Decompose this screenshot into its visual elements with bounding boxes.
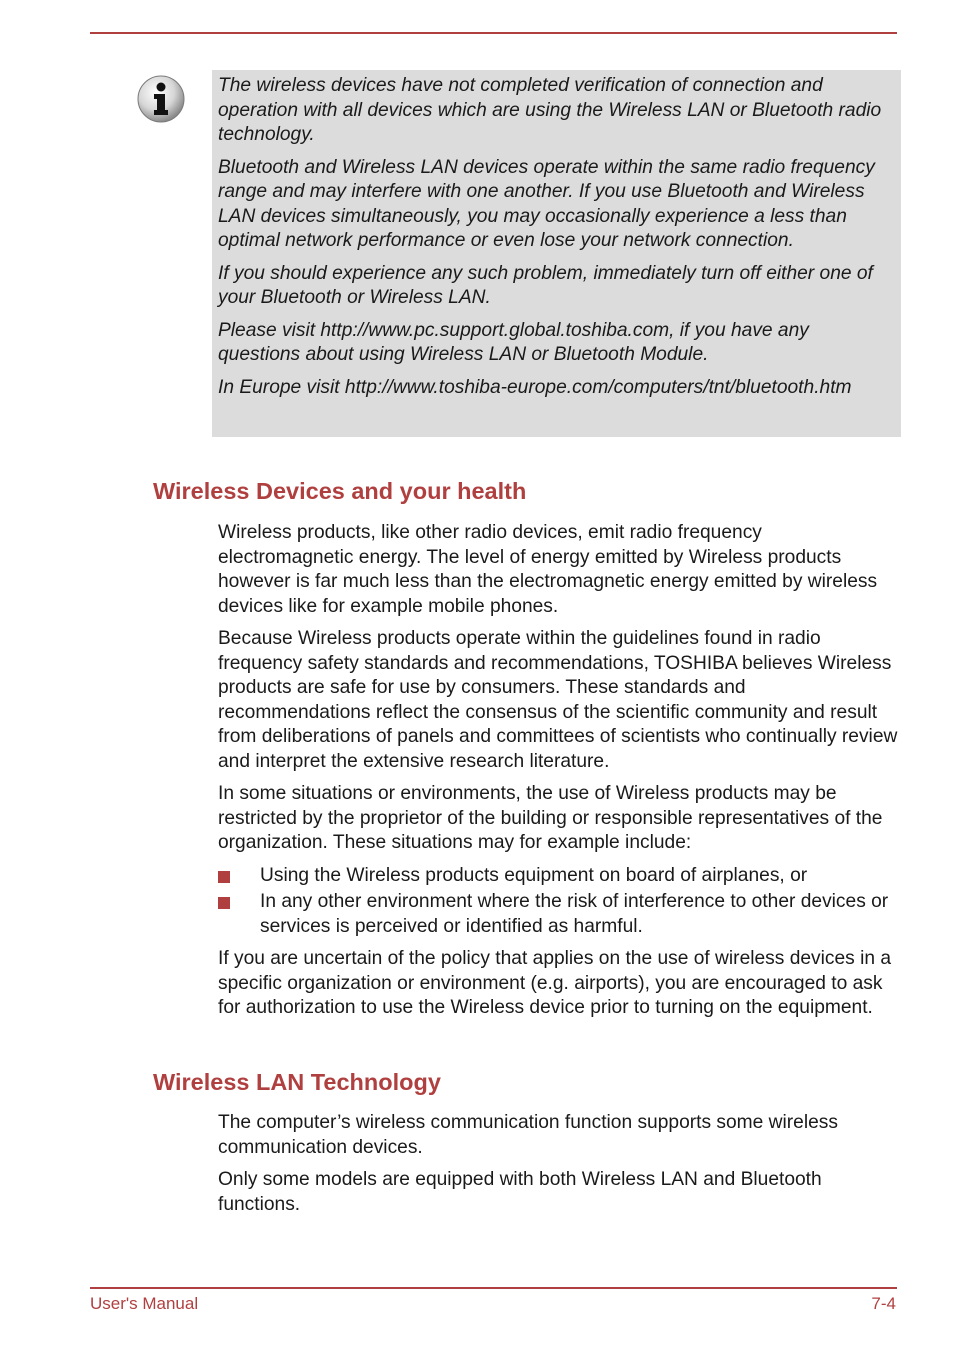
body-paragraph: If you are uncertain of the policy that applies on the use of wireless devices in a specific organization or environment (e.g. airports), you are encouraged to ask for authorization to use the Wireless device prior to turning on the equipment. xyxy=(218,948,892,1018)
section-health xyxy=(218,521,898,1029)
list-item xyxy=(218,864,898,889)
list-item-text: Using the Wireless products equipment on board of airplanes, or xyxy=(260,864,808,886)
note-box xyxy=(212,70,901,437)
note-paragraph: In Europe visit http://www.toshiba-europe.com/computers/tnt/bluetooth.htm xyxy=(218,376,852,398)
bullet-square-icon xyxy=(218,871,230,883)
note-paragraph: Bluetooth and Wireless LAN devices operate within the same radio frequency range and may interfere with one another. If you use Bluetooth and Wireless LAN devices simultaneously, you may occasionally experience a less than optimal network performance or even lose your network connection. xyxy=(218,156,875,251)
list-item xyxy=(218,890,898,939)
section-lan xyxy=(218,1111,898,1225)
note-paragraph: If you should experience any such problem, immediately turn off either one of your Bluetooth or Wireless LAN. xyxy=(218,262,873,308)
info-icon xyxy=(136,74,186,124)
section-heading-lan: Wireless LAN Technology xyxy=(153,1069,441,1095)
footer-rule xyxy=(90,1287,897,1289)
list-item-text: In any other environment where the risk of interference to other devices or services is perceived or identified as harmful. xyxy=(260,891,889,937)
section-heading-health: Wireless Devices and your health xyxy=(153,478,527,504)
header-rule xyxy=(90,32,897,34)
body-paragraph: In some situations or environments, the use of Wireless products may be restricted by the proprietor of the building or responsible representatives of the organization. These situations may for example include: xyxy=(218,783,883,853)
note-paragraph: The wireless devices have not completed verification of connection and operation with all devices which are using the Wireless LAN or Bluetooth radio technology. xyxy=(218,75,882,145)
body-paragraph: The computer’s wireless communication function supports some wireless communication devices. xyxy=(218,1112,838,1158)
body-paragraph: Because Wireless products operate within the guidelines found in radio frequency safety standards and recommendations, TOSHIBA believes Wireless products are safe for use by consumers. These standards and recommendations reflect the consensus of the scientific community and result from deliberations of panels and committees of scientists who continually review and interpret the extensive research literature. xyxy=(218,628,898,772)
body-paragraph: Only some models are equipped with both Wireless LAN and Bluetooth functions. xyxy=(218,1169,822,1215)
body-paragraph: Wireless products, like other radio devices, emit radio frequency electromagnetic energy. The level of energy emitted by Wireless products however is far much less than the electromagnetic energy emitted by wireless devices like for example mobile phones. xyxy=(218,522,878,617)
footer-manual-title: User's Manual xyxy=(90,1294,199,1313)
page-number: 7-4 xyxy=(871,1294,896,1313)
note-paragraph: Please visit http://www.pc.support.global.toshiba.com, if you have any questions about using Wireless LAN or Bluetooth Module. xyxy=(218,319,809,365)
bullet-list xyxy=(218,864,898,940)
bullet-square-icon xyxy=(218,897,230,909)
